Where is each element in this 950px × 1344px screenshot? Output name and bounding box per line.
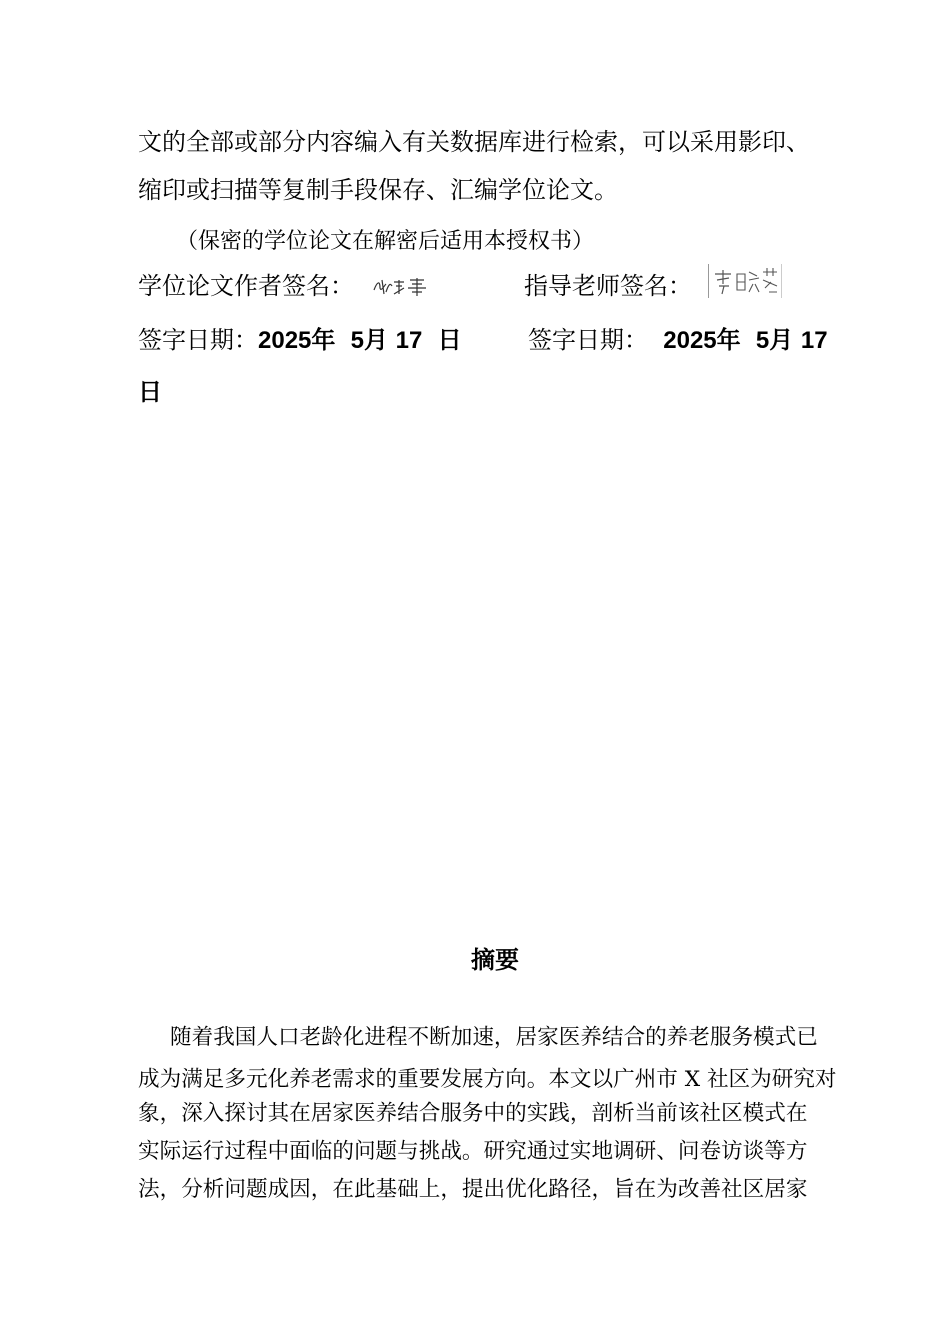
advisor-date-month-unit: 月 [769,325,794,354]
abstract-line-3: 象，深入探讨其在居家医养结合服务中的实践，剖析当前该社区模式在 [138,1101,808,1126]
author-signature-label: 学位论文作者签名： [138,272,354,300]
author-date-month: 5 [350,327,365,354]
abstract-line-4: 实际运行过程中面临的问题与挑战。研究通过实地调研、问卷访谈等方 [138,1139,808,1164]
advisor-date [528,324,828,357]
authorization-line-1: 文的全部或部分内容编入有关数据库进行检索，可以采用影印、 [138,128,810,156]
confidential-note: （保密的学位论文在解密后适用本授权书） [176,229,595,254]
advisor-date-year-unit: 年 [716,325,741,354]
author-date-month-unit: 月 [364,325,389,354]
advisor-date-month: 5 [755,327,770,354]
authorization-line-2: 缩印或扫描等复制手段保存、汇编学位论文。 [138,176,618,204]
author-date-day: 17 [395,327,423,354]
abstract-line-2: 成为满足多元化养老需求的重要发展方向。本文以广州市 X 社区为研究对 [138,1067,837,1092]
advisor-date-day-unit-wrapped: 日 [138,377,162,406]
author-date [138,324,462,357]
advisor-signature-image [708,264,782,298]
abstract-line-5: 法，分析问题成因，在此基础上，提出优化路径，旨在为改善社区居家 [138,1177,808,1202]
abstract-title: 摘要 [471,946,519,974]
advisor-date-year: 2025 [663,327,717,354]
abstract-line-1: 随着我国人口老龄化进程不断加速，居家医养结合的养老服务模式已 [170,1025,818,1050]
author-date-year: 2025 [258,327,312,354]
advisor-signature-label: 指导老师签名： [524,272,692,300]
author-date-label: 签字日期： [138,326,258,354]
author-date-day-unit: 日 [437,325,462,354]
advisor-date-label: 签字日期： [528,326,648,354]
advisor-date-day: 17 [800,327,828,354]
author-date-year-unit: 年 [311,325,336,354]
author-signature-image [372,272,436,300]
